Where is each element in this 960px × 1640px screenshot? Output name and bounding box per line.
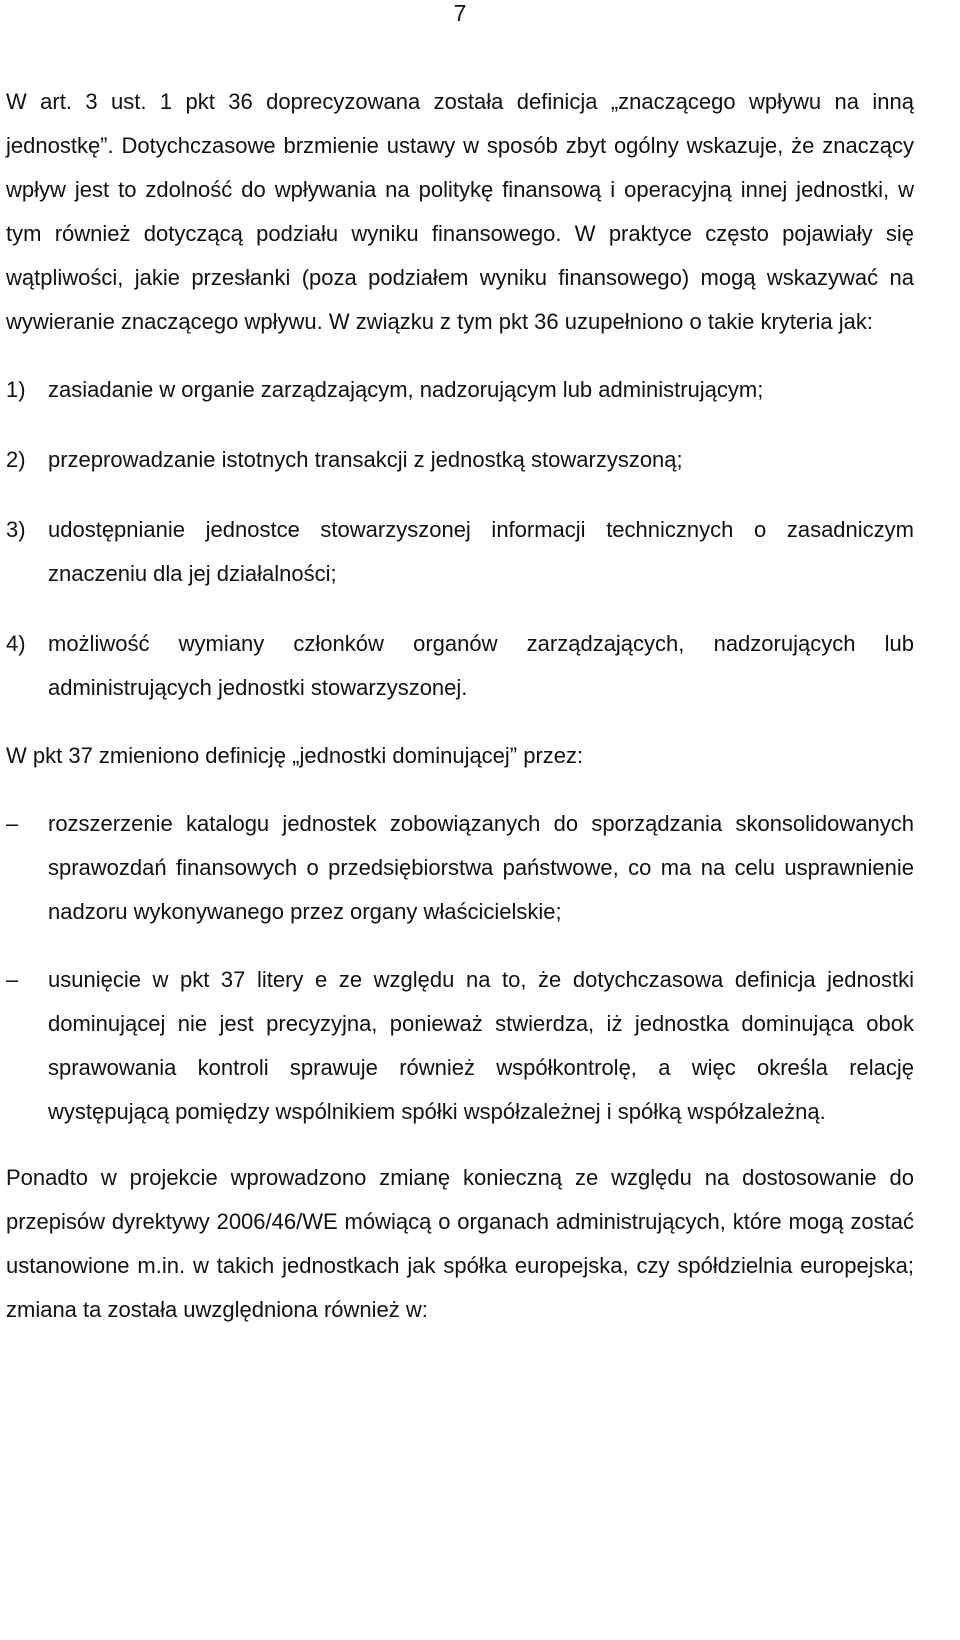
list-item-text: możliwość wymiany członków organów zarządzających, nadzorujących lub administrujących jednostki stowarzyszonej.: [48, 631, 914, 700]
dash-item-text: usunięcie w pkt 37 litery e ze względu na to, że dotychczasowa definicja jednostki dominującej nie jest precyzyjna, ponieważ stwierdza, iż jednostka dominująca obok sprawowania kontroli sprawuje również współkontrolę, a więc określa relację występującą pomiędzy wspólnikiem spółki współzależnej i spółką współzależną.: [48, 967, 914, 1124]
list-item-text: przeprowadzanie istotnych transakcji z jednostką stowarzyszoną;: [48, 447, 683, 472]
pkt37-paragraph: W pkt 37 zmieniono definicję „jednostki dominującej” przez:: [6, 743, 584, 768]
criteria-list-item: [6, 508, 914, 596]
list-marker: 3): [6, 517, 26, 542]
criteria-list-item: [6, 438, 914, 482]
criteria-list-item: [6, 368, 914, 412]
dominant-entity-list-item: [6, 958, 914, 1134]
list-marker: 4): [6, 631, 26, 656]
dash-item-text: rozszerzenie katalogu jednostek zobowiązanych do sporządzania skonsolidowanych sprawozdań finansowych o przedsiębiorstwa państwowe, co ma na celu usprawnienie nadzoru wykonywanego przez organy właścicielskie;: [48, 811, 914, 924]
closing-paragraph: Ponadto w projekcie wprowadzono zmianę konieczną ze względu na dostosowanie do przepisów dyrektywy 2006/46/WE mówiącą o organach administrujących, które mogą zostać ustanowione m.in. w takich jednostkach jak spółka europejska, czy spółdzielnia europejska; zmiana ta została uwzględniona również w:: [6, 1165, 914, 1322]
page-number: 7: [453, 0, 467, 26]
list-item-text: udostępnianie jednostce stowarzyszonej informacji technicznych o zasadniczym znaczeniu dla jej działalności;: [48, 517, 914, 586]
dash-marker: –: [6, 967, 19, 992]
criteria-list-item: [6, 622, 914, 710]
document-body: [6, 80, 914, 1332]
list-marker: 1): [6, 377, 26, 402]
list-item-text: zasiadanie w organie zarządzającym, nadzorującym lub administrującym;: [48, 377, 764, 402]
dash-marker: –: [6, 811, 19, 836]
dominant-entity-list-item: [6, 802, 914, 934]
intro-paragraph: W art. 3 ust. 1 pkt 36 doprecyzowana została definicja „znaczącego wpływu na inną jednostkę”. Dotychczasowe brzmienie ustawy w sposób zbyt ogólny wskazuje, że znaczący wpływ jest to zdolność do wpływania na politykę finansową i operacyjną innej jednostki, w tym również dotyczącą podziału wyniku finansowego. W praktyce często pojawiały się wątpliwości, jakie przesłanki (poza podziałem wyniku finansowego) mogą wskazywać na wywieranie znaczącego wpływu. W związku z tym pkt 36 uzupełniono o takie kryteria jak:: [6, 89, 914, 334]
list-marker: 2): [6, 447, 26, 472]
